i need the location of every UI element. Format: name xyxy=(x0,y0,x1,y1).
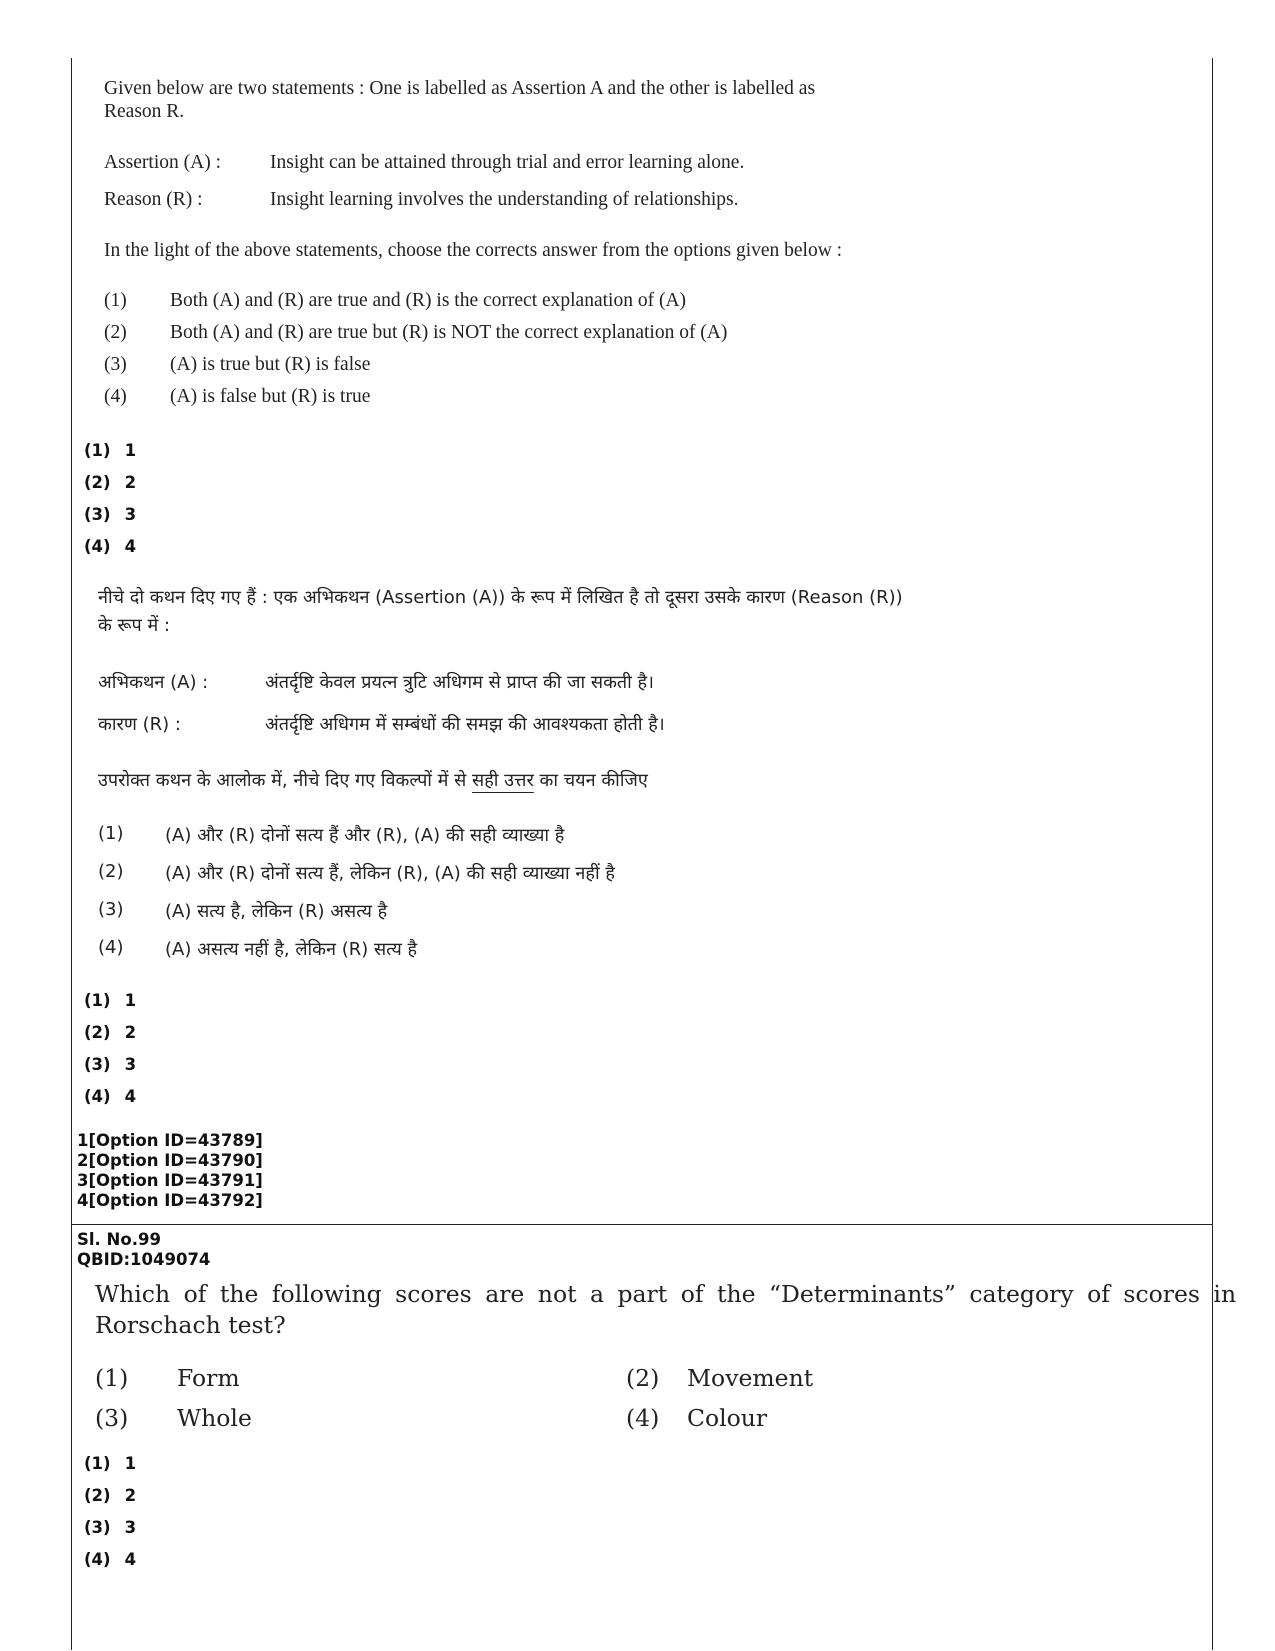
qbid: QBID:1049074 xyxy=(77,1250,211,1269)
q98-instruction: In the light of the above statements, choose the corrects answer from the options given below : xyxy=(104,240,843,261)
q98-hi-option-num: (4) xyxy=(98,937,124,958)
q98-hi-option-text: (A) और (R) दोनों सत्य हैं और (R), (A) की सही व्याख्या है xyxy=(165,825,565,846)
q99-option-num: (2) xyxy=(626,1364,660,1392)
q98-option-num: (4) xyxy=(104,386,127,407)
q98-option-text: Both (A) and (R) are true and (R) is the correct explanation of (A) xyxy=(170,290,687,311)
question-meta xyxy=(77,1230,210,1270)
q98-option-text: Both (A) and (R) are true but (R) is NOT the correct explanation of (A) xyxy=(170,322,728,343)
serial-number: Sl. No.99 xyxy=(77,1230,161,1249)
q99-option-num: (3) xyxy=(95,1404,129,1432)
left-border xyxy=(71,58,72,1650)
q98-reason-text: Insight learning involves the understanding of relationships. xyxy=(270,189,739,210)
answer-choice[interactable]: (1) 1 xyxy=(84,1454,137,1473)
option-id-list xyxy=(77,1131,263,1211)
q98-hi-instruction: उपरोक्त कथन के आलोक में, नीचे दिए गए विकल्पों में से सही उत्तर का चयन कीजिए xyxy=(98,770,648,791)
q98-option-text: (A) is true but (R) is false xyxy=(170,354,371,375)
question-divider xyxy=(71,1224,1213,1225)
answer-choice[interactable]: (3) 3 xyxy=(84,1518,137,1537)
q98-hi-reason-label: कारण (R) : xyxy=(98,714,181,735)
option-id: 2[Option ID=43790] xyxy=(77,1151,263,1170)
right-border xyxy=(1212,58,1213,1650)
option-id: 1[Option ID=43789] xyxy=(77,1131,263,1150)
answer-choice[interactable]: (3) 3 xyxy=(84,505,137,524)
q98-hi-option-num: (2) xyxy=(98,861,124,882)
q99-option-text: Whole xyxy=(177,1404,252,1432)
answer-choice[interactable]: (4) 4 xyxy=(84,1087,137,1106)
q99-question-line1: Which of the following scores are not a part of the “Determinants” category of scores in xyxy=(95,1280,1237,1308)
q98-reason-label: Reason (R) : xyxy=(104,189,203,210)
q98-hi-option-num: (1) xyxy=(98,823,124,844)
q98-option-text: (A) is false but (R) is true xyxy=(170,386,371,407)
option-id: 3[Option ID=43791] xyxy=(77,1171,263,1190)
option-id: 4[Option ID=43792] xyxy=(77,1191,263,1210)
q99-option-num: (4) xyxy=(626,1404,660,1432)
q98-hi-option-text: (A) सत्य है, लेकिन (R) असत्य है xyxy=(165,901,388,922)
answer-choice[interactable]: (4) 4 xyxy=(84,1550,137,1569)
q99-option-num: (1) xyxy=(95,1364,129,1392)
q98-hi-reason-text: अंतर्दृष्टि अधिगम में सम्बंधों की समझ की आवश्यकता होती है। xyxy=(265,714,665,735)
answer-choice[interactable]: (1) 1 xyxy=(84,441,137,460)
answer-choice[interactable]: (2) 2 xyxy=(84,473,137,492)
q98-option-num: (1) xyxy=(104,290,127,311)
q99-question-line2: Rorschach test? xyxy=(95,1311,286,1339)
q98-hi-option-text: (A) और (R) दोनों सत्य हैं, लेकिन (R), (A) की सही व्याख्या नहीं है xyxy=(165,863,615,884)
q98-option-num: (3) xyxy=(104,354,127,375)
answer-choice[interactable]: (2) 2 xyxy=(84,1023,137,1042)
q98-option-num: (2) xyxy=(104,322,127,343)
q99-option-text: Form xyxy=(177,1364,240,1392)
q98-intro-line1: Given below are two statements : One is labelled as Assertion A and the other is labelled as xyxy=(104,78,816,99)
q98-assertion-label: Assertion (A) : xyxy=(104,152,221,173)
q98-assertion-text: Insight can be attained through trial and error learning alone. xyxy=(270,152,745,173)
q99-option-text: Colour xyxy=(687,1404,768,1432)
answer-choice[interactable]: (1) 1 xyxy=(84,991,137,1010)
q98-hi-option-num: (3) xyxy=(98,899,124,920)
answer-choice[interactable]: (4) 4 xyxy=(84,537,137,556)
q98-hi-intro-line1: नीचे दो कथन दिए गए हैं : एक अभिकथन (Assertion (A)) के रूप में लिखित है तो दूसरा उसके कारण (Reason (R)) xyxy=(98,587,903,608)
answer-choice[interactable]: (3) 3 xyxy=(84,1055,137,1074)
q98-hi-intro-line2: के रूप में : xyxy=(98,615,171,636)
answer-choice[interactable]: (2) 2 xyxy=(84,1486,137,1505)
q98-hi-assertion-label: अभिकथन (A) : xyxy=(98,672,209,693)
q99-option-text: Movement xyxy=(687,1364,814,1392)
q98-hi-option-text: (A) असत्य नहीं है, लेकिन (R) सत्य है xyxy=(165,939,418,960)
q98-hi-assertion-text: अंतर्दृष्टि केवल प्रयत्न त्रुटि अधिगम से प्राप्त की जा सकती है। xyxy=(265,672,654,693)
q98-intro-line2: Reason R. xyxy=(104,101,185,122)
